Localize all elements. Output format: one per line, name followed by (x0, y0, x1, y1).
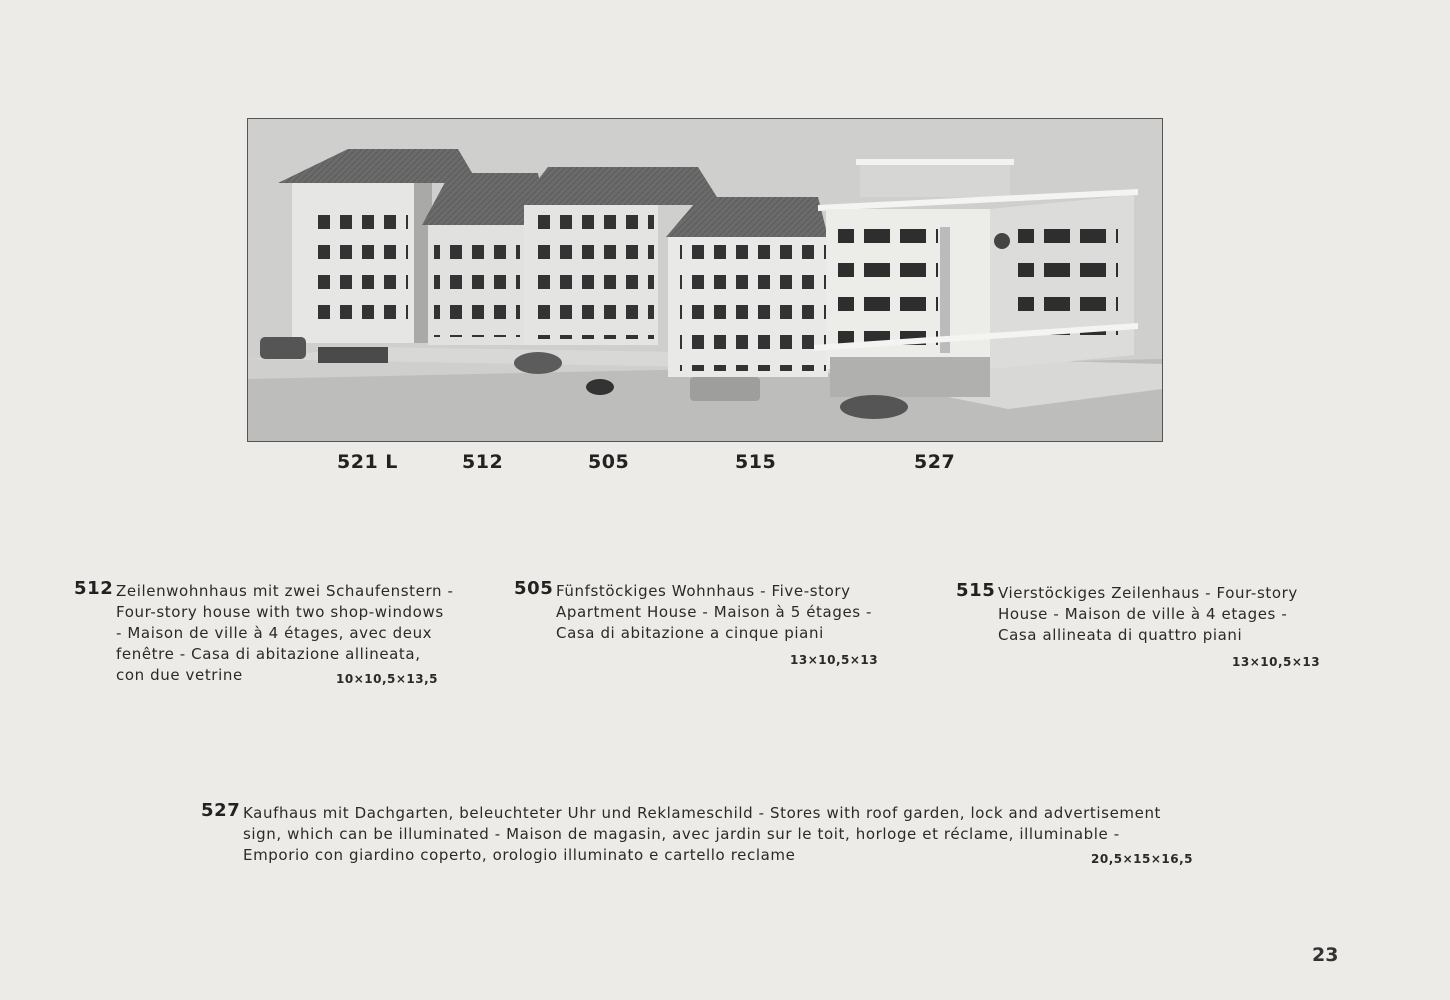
item-line: Apartment House - Maison à 5 étages - (556, 603, 873, 621)
figure-label-512: 512 (462, 451, 504, 473)
item-line: Emporio con giardino coperto, orologio illuminato e cartello reclame (243, 846, 796, 864)
item-number: 512 (74, 578, 114, 599)
item-line: Four-story house with two shop-windows (116, 603, 444, 621)
item-line: Fünfstöckiges Wohnhaus - Five-story (556, 582, 851, 600)
item-line: Kaufhaus mit Dachgarten, beleuchteter Uhr und Reklameschild - Stores with roof garden, lock and advertisement (243, 804, 1162, 822)
item-dimensions: 13×10,5×13 (790, 653, 879, 667)
item-number: 505 (514, 578, 554, 599)
item-line: Vierstöckiges Zeilenhaus - Four-story (998, 584, 1298, 602)
item-line: - Maison de ville à 4 étages, avec deux (116, 624, 433, 642)
figure-label-505: 505 (588, 451, 630, 473)
figure-label-515: 515 (735, 451, 777, 473)
item-dimensions: 20,5×15×16,5 (1091, 852, 1194, 866)
item-line: House - Maison de ville à 4 etages - (998, 605, 1288, 623)
item-number: 515 (956, 580, 996, 601)
buildings-illustration (248, 119, 1162, 441)
item-number: 527 (201, 800, 241, 821)
page-number: 23 (1312, 944, 1339, 966)
item-line: Casa di abitazione a cinque piani (556, 624, 824, 642)
product-photo (247, 118, 1163, 442)
figure-label-527: 527 (914, 451, 956, 473)
item-line: Casa allineata di quattro piani (998, 626, 1243, 644)
item-line: fenêtre - Casa di abitazione allineata, (116, 645, 421, 663)
item-line: Zeilenwohnhaus mit zwei Schaufenstern - (116, 582, 454, 600)
item-dimensions: 10×10,5×13,5 (336, 672, 439, 686)
building-515 (666, 197, 828, 377)
item-515 (956, 580, 1346, 673)
figure-label-521L: 521 L (337, 451, 398, 473)
item-512 (74, 578, 464, 691)
item-dimensions: 13×10,5×13 (1232, 655, 1321, 669)
item-line: sign, which can be illuminated - Maison de magasin, avec jardin sur le toit, horloge et réclame, illuminable - (243, 825, 1120, 843)
item-527 (201, 800, 1231, 893)
item-505 (514, 578, 904, 671)
item-line: con due vetrine (116, 666, 243, 684)
